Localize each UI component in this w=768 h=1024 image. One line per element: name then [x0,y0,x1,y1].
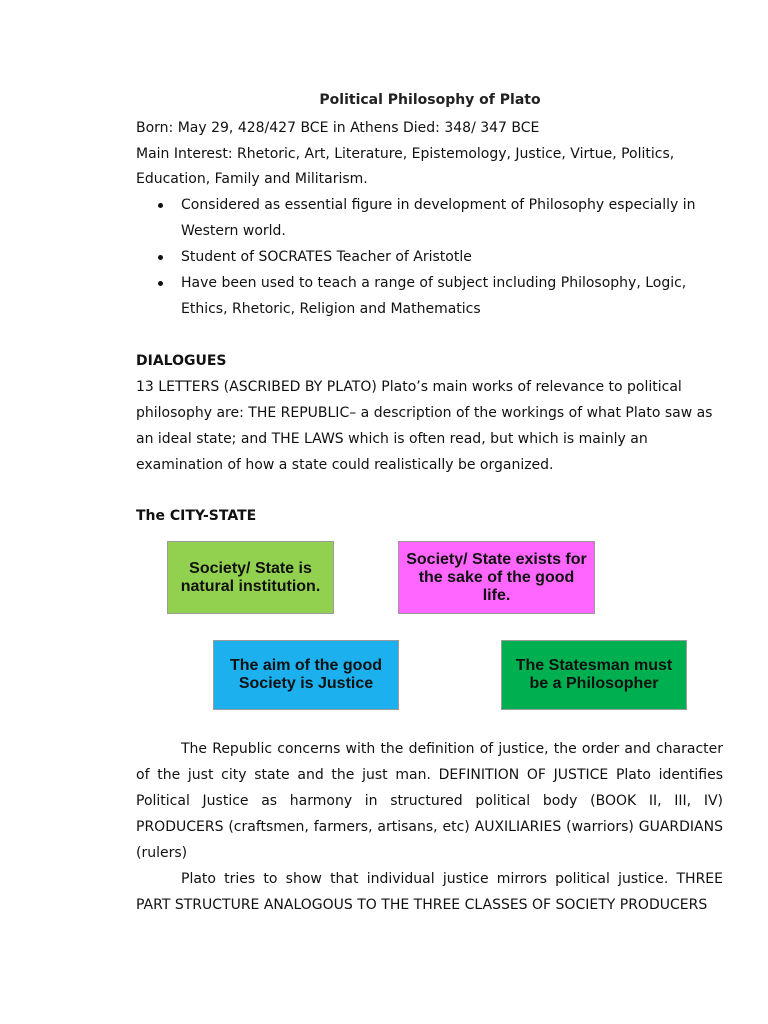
concept-box-justice: The aim of the good Society is Justice [213,640,399,710]
bullet-item [136,244,716,270]
bullet-icon [158,281,163,286]
bullet-item [136,270,716,322]
bullet-list [136,192,716,322]
dialogues-paragraph: 13 LETTERS (ASCRIBED BY PLATO) Plato’s main works of relevance to political philosophy are: THE REPUBLIC– a description of the workings of what Plato saw as an ideal state; and THE LAWS which is often read, but which is mainly an examination of how a state could realistically be organized. [136,379,713,473]
bullet-icon [158,203,163,208]
main-interest-line-2: Education, Family and Militarism. [136,171,368,187]
page-title: Political Philosophy of Plato [319,92,541,108]
main-interest-line-1: Main Interest: Rhetoric, Art, Literature, Epistemology, Justice, Virtue, Politics, [136,146,675,162]
bullet-text: Student of SOCRATES Teacher of Aristotle [181,249,472,265]
bullet-icon [158,255,163,260]
bullet-text: Considered as essential figure in development of Philosophy especially in Western world. [181,197,696,239]
dialogues-heading: DIALOGUES [136,353,227,369]
bullet-item [136,192,716,244]
born-line: Born: May 29, 428/427 BCE in Athens Died: 348/ 347 BCE [136,120,540,136]
concept-box-natural-institution: Society/ State is natural institution. [167,541,334,614]
concept-box-statesman: The Statesman must be a Philosopher [501,640,687,710]
city-state-heading: The CITY-STATE [136,508,257,524]
plato-paragraph: Plato tries to show that individual justice mirrors political justice. THREE PART STRUCTURE ANALOGOUS TO THE THREE CLASSES OF SOCIETY PRODUCERS [136,871,723,913]
republic-paragraph: The Republic concerns with the definition of justice, the order and character of the just city state and the just man. DEFINITION OF JUSTICE Plato identifies Political Justice as harmony in structured political body (BOOK II, III, IV) PRODUCERS (craftsmen, farmers, artisans, etc) AUXILIARIES (warriors) GUARDIANS (rulers) [136,741,723,861]
concept-box-good-life: Society/ State exists for the sake of the good life. [398,541,595,614]
body-text [136,736,723,918]
bullet-text: Have been used to teach a range of subject including Philosophy, Logic, Ethics, Rhetoric, Religion and Mathematics [181,275,687,317]
